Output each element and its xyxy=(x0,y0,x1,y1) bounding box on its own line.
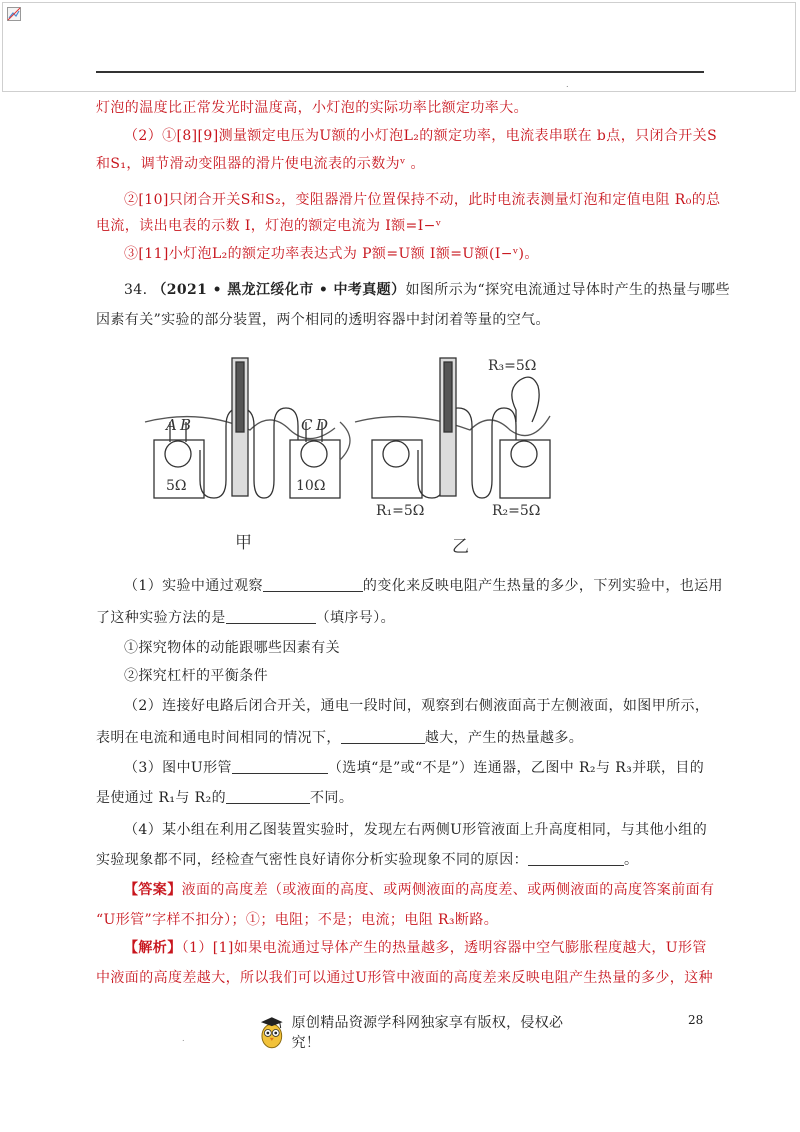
blank-2 xyxy=(226,610,316,624)
r2-label: R₂=5Ω xyxy=(492,503,541,519)
answer-line-2: “U形管”字样不扣分）；①；电阻；不是；电流；电阻 R₃断路。 xyxy=(96,912,499,928)
question-34-intro xyxy=(124,282,734,298)
solution-line-1: 灯泡的温度比正常发光时温度高，小灯泡的实际功率比额定功率大。 xyxy=(96,100,528,116)
q2-line-2: 表明在电流和通电时间相同的情况下， 越大，产生的热量越多。 xyxy=(96,730,584,746)
caption-yi: 乙 xyxy=(452,537,469,557)
blank-4 xyxy=(232,760,328,774)
q3-line-2: 是使通过 R₁与 R₂的 不同。 xyxy=(96,790,354,806)
footer-dot: . xyxy=(182,1034,185,1043)
r3-label: R₃=5Ω xyxy=(488,358,537,374)
header-rule xyxy=(96,71,704,73)
experiment-figure xyxy=(140,350,560,560)
solution-line-6: ③[11]小灯泡L₂的额定功率表达式为 P额=U额 I额=U额(I−ᵛ)。 xyxy=(124,246,539,262)
blank-6 xyxy=(528,852,624,866)
q3-line-1: （3）图中U形管 （选填“是”或“不是”）连通器，乙图中 R₂与 R₃并联，目的 xyxy=(124,760,705,776)
option-1: ①探究物体的动能跟哪些因素有关 xyxy=(124,640,340,656)
label-b: B xyxy=(180,416,192,434)
left-resistor-label: 5Ω xyxy=(166,478,187,494)
answer-line-1: 【答案】液面的高度差（或液面的高度、或两侧液面的高度差、或两侧液面的高度答案前面有 xyxy=(124,882,715,898)
analysis-line-1: 【解析】（1）[1]如果电流通过导体产生的热量越多，透明容器中空气膨胀程度越大，U形管 xyxy=(124,940,707,956)
blank-1 xyxy=(263,578,363,592)
q1-line-1: （1）实验中通过观察 的变化来反映电阻产生热量的多少，下列实验中，也运用 xyxy=(124,578,723,594)
footer-copyright: 原创精品资源学科网独家享有版权，侵权必究！ xyxy=(291,1015,564,1051)
r1-label: R₁=5Ω xyxy=(376,503,425,519)
header-dot: . xyxy=(566,80,569,89)
figure-yi xyxy=(355,358,550,498)
q2-line-1: （2）连接好电路后闭合开关，通电一段时间，观察到右侧液面高于左侧液面，如图甲所示， xyxy=(124,698,710,714)
solution-line-4: ②[10]只闭合开关S和S₂，变阻器滑片位置保持不动，此时电流表测量灯泡和定值电阻 R₀的总 xyxy=(124,192,721,208)
top-image-frame xyxy=(2,2,796,92)
analysis-line-2: 中液面的高度差越大，所以我们可以通过U形管中液面的高度差来反映电阻产生热量的多少，这种 xyxy=(96,970,713,986)
question-source-tag: （2021 • 黑龙江绥化市 • 中考真题） xyxy=(152,282,406,298)
label-c: C xyxy=(301,416,313,434)
option-2: ②探究杠杆的平衡条件 xyxy=(124,668,268,684)
caption-jia: 甲 xyxy=(235,533,252,553)
blank-5 xyxy=(226,790,310,804)
q4-line-2: 实验现象都不同，经检查气密性良好请你分析实验现象不同的原因： 。 xyxy=(96,852,639,868)
label-a: A xyxy=(166,416,177,434)
answer-tag: 【答案】 xyxy=(124,882,182,898)
q1-line-2: 了这种实验方法的是 （填序号）。 xyxy=(96,610,396,626)
solution-line-3: 和S₁，调节滑动变阻器的滑片使电流表的示数为ᵛ 。 xyxy=(96,156,425,172)
solution-line-2: （2）①[8][9]测量额定电压为U额的小灯泡L₂的额定功率，电流表串联在 b点，只闭合开关S xyxy=(124,128,718,144)
analysis-tag: 【解析】 xyxy=(124,940,182,956)
question-34-intro-cont: 因素有关”实验的部分装置，两个相同的透明容器中封闭着等量的空气。 xyxy=(96,312,550,328)
blank-3 xyxy=(341,730,425,744)
question-number: 34. xyxy=(124,282,148,298)
right-resistor-label: 10Ω xyxy=(296,478,326,494)
footer xyxy=(258,1012,588,1052)
question-intro-text: 如图所示为“探究电流通过导体时产生的热量与哪些 xyxy=(405,282,730,298)
broken-image-icon xyxy=(7,7,21,21)
page-number: 28 xyxy=(688,1013,704,1027)
solution-line-5: 电流，读出电表的示数 I，灯泡的额定电流为 I额=I−ᵛ xyxy=(96,218,442,234)
owl-mascot-icon xyxy=(258,1014,286,1050)
q4-line-1: （4）某小组在利用乙图装置实验时，发现左右两侧U形管液面上升高度相同，与其他小组的 xyxy=(124,822,708,838)
label-d: D xyxy=(316,416,329,434)
